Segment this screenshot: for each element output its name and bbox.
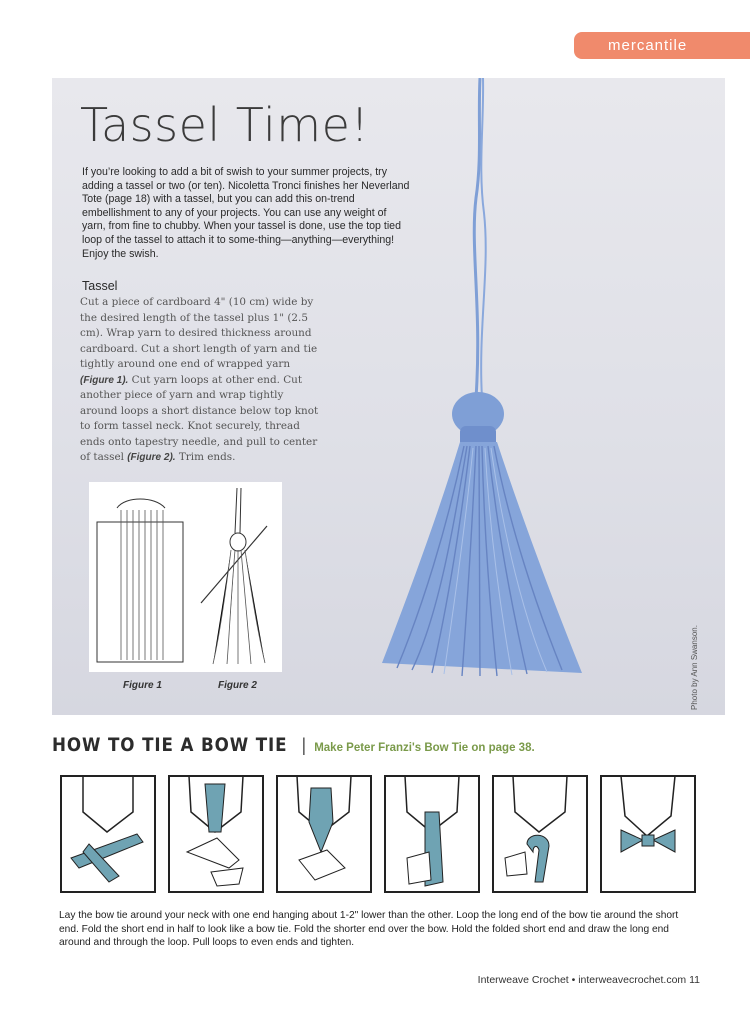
figure-2-caption: Figure 2 (218, 680, 257, 691)
bow-tie-title: HOW TO TIE A BOW TIE (52, 734, 288, 756)
page-title: Tassel Time! (80, 98, 370, 152)
bow-step-1 (59, 772, 157, 896)
figure-1-ref: (Figure 1). (80, 374, 129, 386)
photo-credit: Photo by Ann Swanson. (690, 625, 699, 710)
bow-step-5 (491, 772, 589, 896)
bow-tie-header (52, 734, 535, 756)
figure-1-drawing (95, 492, 185, 667)
bow-tie-instructions: Lay the bow tie around your neck with one end hanging about 1-2" lower than the other. Loop the long end of the bow tie around the short end. Fold the short end in half to look like a bow tie. Fold the shorter end over the bow. Hold the folded short end and draw the long end around and through the loop. Pull loops to even ends and tighten. (59, 910, 679, 949)
figure-2-drawing (197, 488, 277, 668)
section-tab: mercantile (574, 32, 750, 59)
tassel-instructions: Cut a piece of cardboard 4" (10 cm) wide by the desired length of the tassel plus 1" (2.5 cm). Wrap yarn to desired thickness around cardboard. Cut a short length of yarn and tie tightly around one end of wrapped yarn (Figure 1). Cut yarn loops at other end. Cut another piece of yarn and wrap tightly around loops a short distance below top knot to form tassel neck. Knot securely, thread ends onto tapestry needle, and pull to center of tassel (Figure 2). Trim ends. (80, 296, 319, 463)
hero-panel (52, 78, 725, 715)
bow-tie-steps (59, 772, 699, 896)
bow-tie-reference: Make Peter Franzi's Bow Tie on page 38. (314, 742, 535, 754)
bow-step-2 (167, 772, 265, 896)
tassel-photo (352, 78, 612, 715)
bow-step-6 (599, 772, 697, 896)
bow-step-3 (275, 772, 373, 896)
intro-paragraph: If you’re looking to add a bit of swish to your summer projects, try adding a tassel or two (or ten). Nicoletta Tronci finishes her Neverland Tote (page 18) with a tassel, but you can add this on-trend embellishment to any of your projects. You can use any weight of yarn, from fine to chubby. When your tassel is done, use the top tied loop of the tassel to attach it to some-thing—anything—everything! Enjoy the swish. (82, 166, 410, 260)
figure-2-ref: (Figure 2). (127, 452, 176, 463)
header-separator: | (301, 735, 307, 755)
tassel-figures (89, 482, 282, 672)
page-footer: Interweave Crochet • interweavecrochet.com 11 (477, 974, 700, 986)
tassel-heading: Tassel (82, 279, 118, 293)
bow-step-4 (383, 772, 481, 896)
figure-1-caption: Figure 1 (123, 680, 162, 691)
